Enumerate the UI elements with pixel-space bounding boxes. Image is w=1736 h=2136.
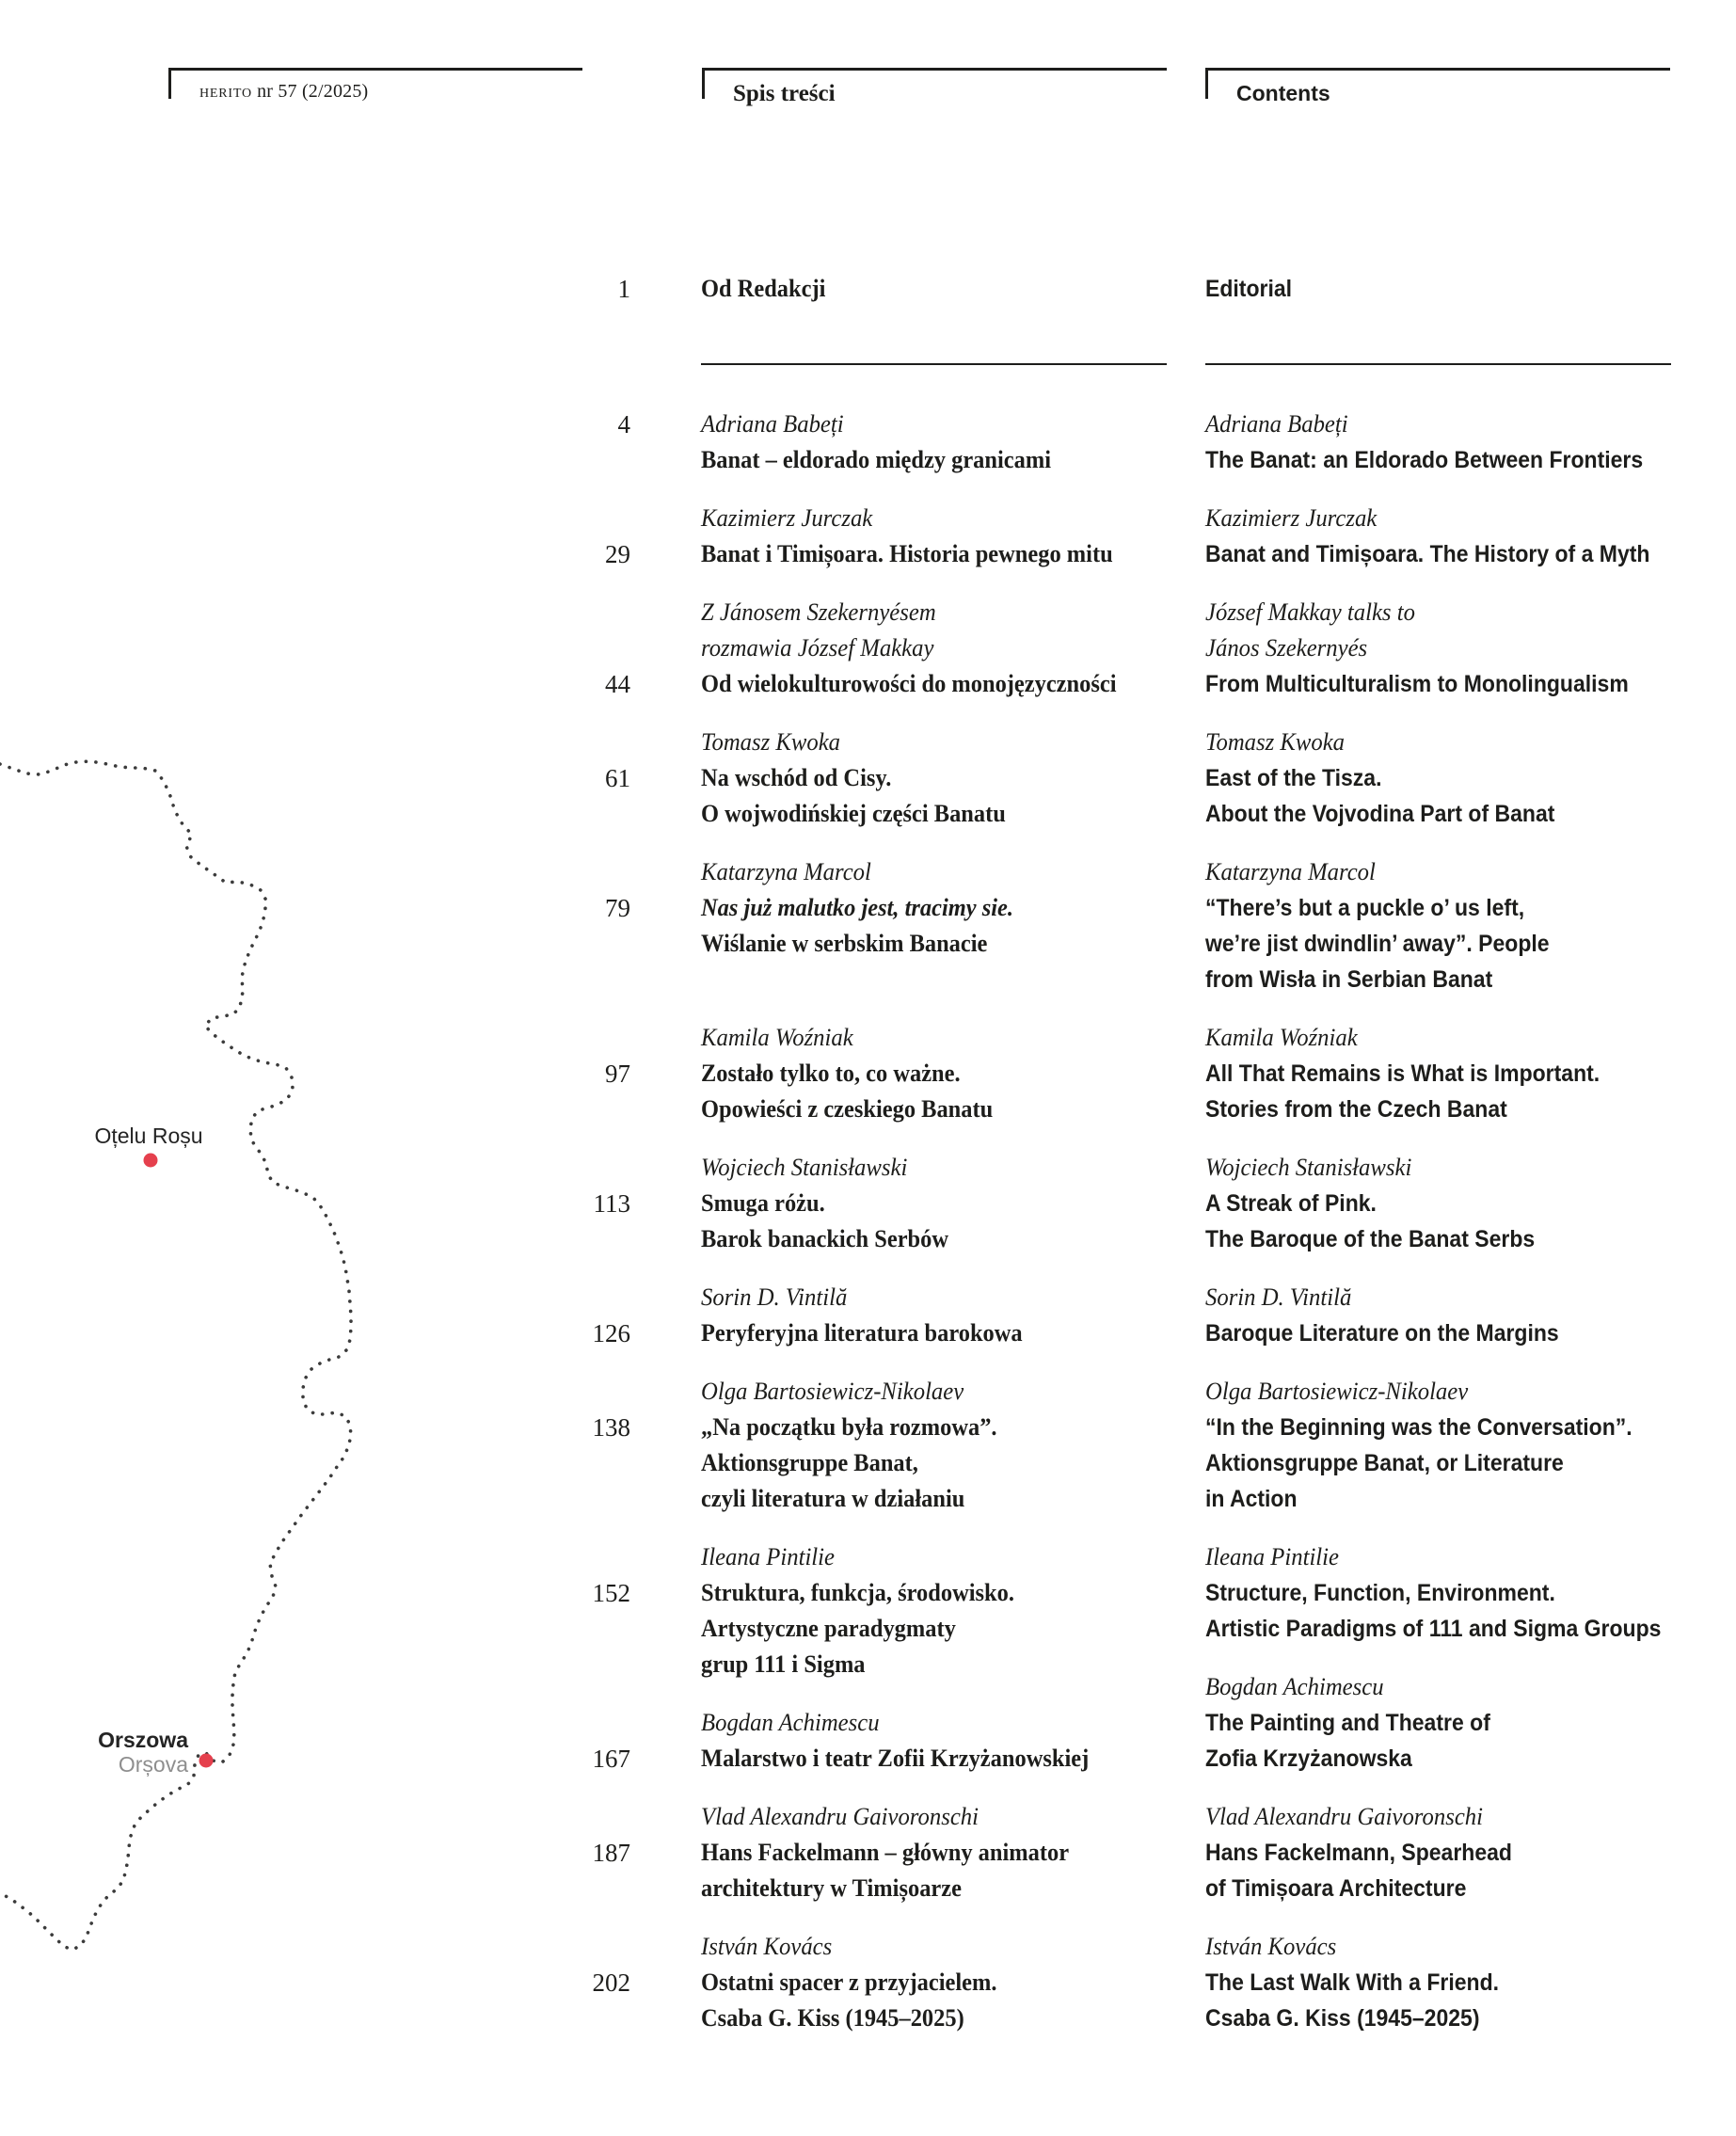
entry-title-line: About the Vojvodina Part of Banat <box>1205 801 1555 827</box>
entry-title-line: Struktura, funkcja, środowisko. <box>701 1579 1014 1606</box>
entry-author: István Kovács <box>1205 1933 1337 1960</box>
entry-page-number: 79 <box>605 894 630 922</box>
entry-author: Kamila Woźniak <box>701 1024 853 1051</box>
entry-author: Olga Bartosiewicz-Nikolaev <box>1205 1378 1469 1405</box>
entry-page-number: 152 <box>592 1579 630 1607</box>
entry-author: Bogdan Achimescu <box>1205 1673 1384 1700</box>
entry-author: Wojciech Stanisławski <box>1205 1154 1412 1181</box>
entry-author: Wojciech Stanisławski <box>701 1154 908 1181</box>
entry-title-line: Peryferyjna literatura barokowa <box>701 1319 1023 1347</box>
entry-author: Ileana Pintilie <box>1205 1543 1339 1570</box>
entry-pl-column <box>701 725 1171 832</box>
entry-en-column <box>1205 1669 1685 1777</box>
entry-en-column <box>1205 406 1685 478</box>
entry-en-column <box>1205 1374 1685 1517</box>
entry-author: Olga Bartosiewicz-Nikolaev <box>701 1378 964 1405</box>
entry-author: Adriana Babeți <box>701 410 844 438</box>
entry-title-line: Opowieści z czeskiego Banatu <box>701 1095 994 1123</box>
entry-author: Vlad Alexandru Gaivoronschi <box>1205 1803 1483 1830</box>
journal-brand: herito <box>199 81 252 102</box>
entry-title-line: Od Redakcji <box>701 275 826 302</box>
entry-author: Kazimierz Jurczak <box>701 504 873 532</box>
entry-title-line: Artistic Paradigms of 111 and Sigma Groups <box>1205 1616 1662 1642</box>
entry-pl-column <box>701 1020 1171 1127</box>
entry-title-line: of Timișoara Architecture <box>1205 1875 1467 1902</box>
entry-title-line: architektury w Timișoarze <box>701 1874 962 1902</box>
entry-en-column <box>1205 271 1685 307</box>
entry-title-line: Barok banackich Serbów <box>701 1225 949 1252</box>
entry-author: Tomasz Kwoka <box>701 728 841 756</box>
entry-title-line: Artystyczne paradygmaty <box>701 1615 956 1642</box>
separator-line <box>701 363 1167 365</box>
entry-author: rozmawia József Makkay <box>701 634 934 662</box>
entry-en-column <box>1205 501 1685 572</box>
entry-title-line: Banat i Timișoara. Historia pewnego mitu <box>701 540 1113 567</box>
place-name: Orszowa <box>98 1728 188 1752</box>
entry-author: Kamila Woźniak <box>1205 1024 1358 1051</box>
entry-author: István Kovács <box>701 1933 833 1960</box>
entry-en-column <box>1205 1539 1685 1647</box>
entry-pl-column <box>701 1705 1171 1777</box>
entry-page-number: 61 <box>605 764 630 792</box>
issue-number: nr 57 (2/2025) <box>257 81 369 102</box>
entry-page-number: 4 <box>617 410 630 438</box>
entry-title-line: East of the Tisza. <box>1205 765 1382 791</box>
entry-title-line: Editorial <box>1205 276 1293 302</box>
entry-pl-column <box>701 1374 1171 1517</box>
entry-title-line: Ostatni spacer z przyjacielem. <box>701 1969 997 1996</box>
entry-en-column <box>1205 1280 1685 1351</box>
entry-title-line: Csaba G. Kiss (1945–2025) <box>1205 2005 1480 2032</box>
entry-title-line: Banat and Timișoara. The History of a Myth <box>1205 541 1650 567</box>
entry-en-column <box>1205 725 1685 832</box>
entry-title-line: Baroque Literature on the Margins <box>1205 1320 1559 1347</box>
entry-title-line: O wojwodińskiej części Banatu <box>701 800 1006 827</box>
entry-title-line: Od wielokulturowości do monojęzyczności <box>701 670 1117 697</box>
entry-en-column <box>1205 1020 1685 1127</box>
entry-en-column <box>1205 1799 1685 1906</box>
entry-title-line: grup 111 i Sigma <box>701 1650 866 1678</box>
entry-title-line: Stories from the Czech Banat <box>1205 1096 1507 1123</box>
entry-page-number: 113 <box>593 1189 630 1218</box>
entry-title-line: The Baroque of the Banat Serbs <box>1205 1226 1536 1252</box>
entry-title-line: from Wisła in Serbian Banat <box>1205 966 1493 993</box>
entry-page-number: 1 <box>617 275 630 303</box>
toc-title-english: Contents <box>1236 81 1330 105</box>
entry-title-line: Nas już malutko jest, tracimy sie. <box>701 894 1013 921</box>
entry-pl-column <box>701 1929 1171 2036</box>
entry-author: Z Jánosem Szekernyésem <box>701 598 936 626</box>
entry-title-line: Zostało tylko to, co ważne. <box>701 1060 961 1087</box>
entry-title-line: in Action <box>1205 1486 1298 1512</box>
entry-pl-column <box>701 854 1171 962</box>
entry-pl-column <box>701 595 1171 702</box>
entry-author: János Szekernyés <box>1205 634 1368 662</box>
place-name: Orșova <box>118 1752 188 1777</box>
entry-en-column <box>1205 1929 1685 2036</box>
entry-author: Vlad Alexandru Gaivoronschi <box>701 1803 979 1830</box>
entry-author: Tomasz Kwoka <box>1205 728 1346 756</box>
entry-title-line: we’re jist dwindlin’ away”. People <box>1205 931 1550 957</box>
toc-title-polish: Spis treści <box>733 81 836 106</box>
entry-title-line: Hans Fackelmann, Spearhead <box>1205 1840 1512 1866</box>
entry-page-number: 97 <box>605 1060 630 1088</box>
entry-title-line: The Last Walk With a Friend. <box>1205 1969 1500 1996</box>
entry-page-number: 167 <box>592 1745 630 1773</box>
entry-en-column <box>1205 1150 1685 1257</box>
entry-page-number: 126 <box>592 1319 630 1347</box>
separator-line <box>1205 363 1671 365</box>
entry-pl-column <box>701 271 1171 307</box>
entry-title-line: Wiślanie w serbskim Banacie <box>701 930 988 957</box>
entry-author: József Makkay talks to <box>1205 598 1415 626</box>
entry-author: Katarzyna Marcol <box>701 858 871 885</box>
entry-title-line: From Multiculturalism to Monolingualism <box>1205 671 1629 697</box>
entry-title-line: The Painting and Theatre of <box>1205 1710 1490 1736</box>
entry-author: Ileana Pintilie <box>701 1543 835 1570</box>
entry-title-line: Banat – eldorado między granicami <box>701 446 1052 473</box>
entry-author: Adriana Babeți <box>1205 410 1348 438</box>
entry-page-number: 138 <box>592 1413 630 1442</box>
entry-pl-column <box>701 1539 1171 1682</box>
entry-title-line: Smuga różu. <box>701 1189 825 1217</box>
entry-pl-column <box>701 1280 1171 1351</box>
entry-en-column <box>1205 595 1685 702</box>
entry-title-line: Hans Fackelmann – główny animator <box>701 1839 1070 1866</box>
entry-title-line: Aktionsgruppe Banat, or Literature <box>1205 1450 1564 1476</box>
entry-title-line: Csaba G. Kiss (1945–2025) <box>701 2004 964 2032</box>
entry-title-line: The Banat: an Eldorado Between Frontiers <box>1205 447 1644 473</box>
entry-page-number: 187 <box>592 1839 630 1867</box>
entry-title-line: A Streak of Pink. <box>1205 1190 1377 1217</box>
entry-author: Sorin D. Vintilă <box>1205 1283 1352 1311</box>
entry-title-line: “There’s but a puckle o’ us left, <box>1205 895 1525 921</box>
entry-pl-column <box>701 406 1171 478</box>
entry-author: Katarzyna Marcol <box>1205 858 1376 885</box>
entry-pl-column <box>701 1150 1171 1257</box>
entry-title-line: Aktionsgruppe Banat, <box>701 1449 918 1476</box>
place-name: Oțelu Roșu <box>94 1124 203 1148</box>
entry-pl-column <box>701 501 1171 572</box>
entry-title-line: Na wschód od Cisy. <box>701 764 892 791</box>
entry-author: Kazimierz Jurczak <box>1205 504 1378 532</box>
entry-title-line: czyli literatura w działaniu <box>701 1485 965 1512</box>
entry-author: Sorin D. Vintilă <box>701 1283 848 1311</box>
entry-en-column <box>1205 854 1685 997</box>
entry-title-line: „Na początku była rozmowa”. <box>701 1413 997 1441</box>
entry-title-line: Zofia Krzyżanowska <box>1205 1745 1412 1772</box>
entry-title-line: Malarstwo i teatr Zofii Krzyżanowskiej <box>701 1745 1090 1772</box>
entry-page-number: 44 <box>605 670 630 698</box>
entry-title-line: “In the Beginning was the Conversation”. <box>1205 1414 1632 1441</box>
entry-title-line: Structure, Function, Environment. <box>1205 1580 1555 1606</box>
entry-title-line: All That Remains is What is Important. <box>1205 1060 1601 1087</box>
entry-page-number: 29 <box>605 540 630 568</box>
entry-author: Bogdan Achimescu <box>701 1709 880 1736</box>
entry-pl-column <box>701 1799 1171 1906</box>
entry-page-number: 202 <box>592 1969 630 1997</box>
